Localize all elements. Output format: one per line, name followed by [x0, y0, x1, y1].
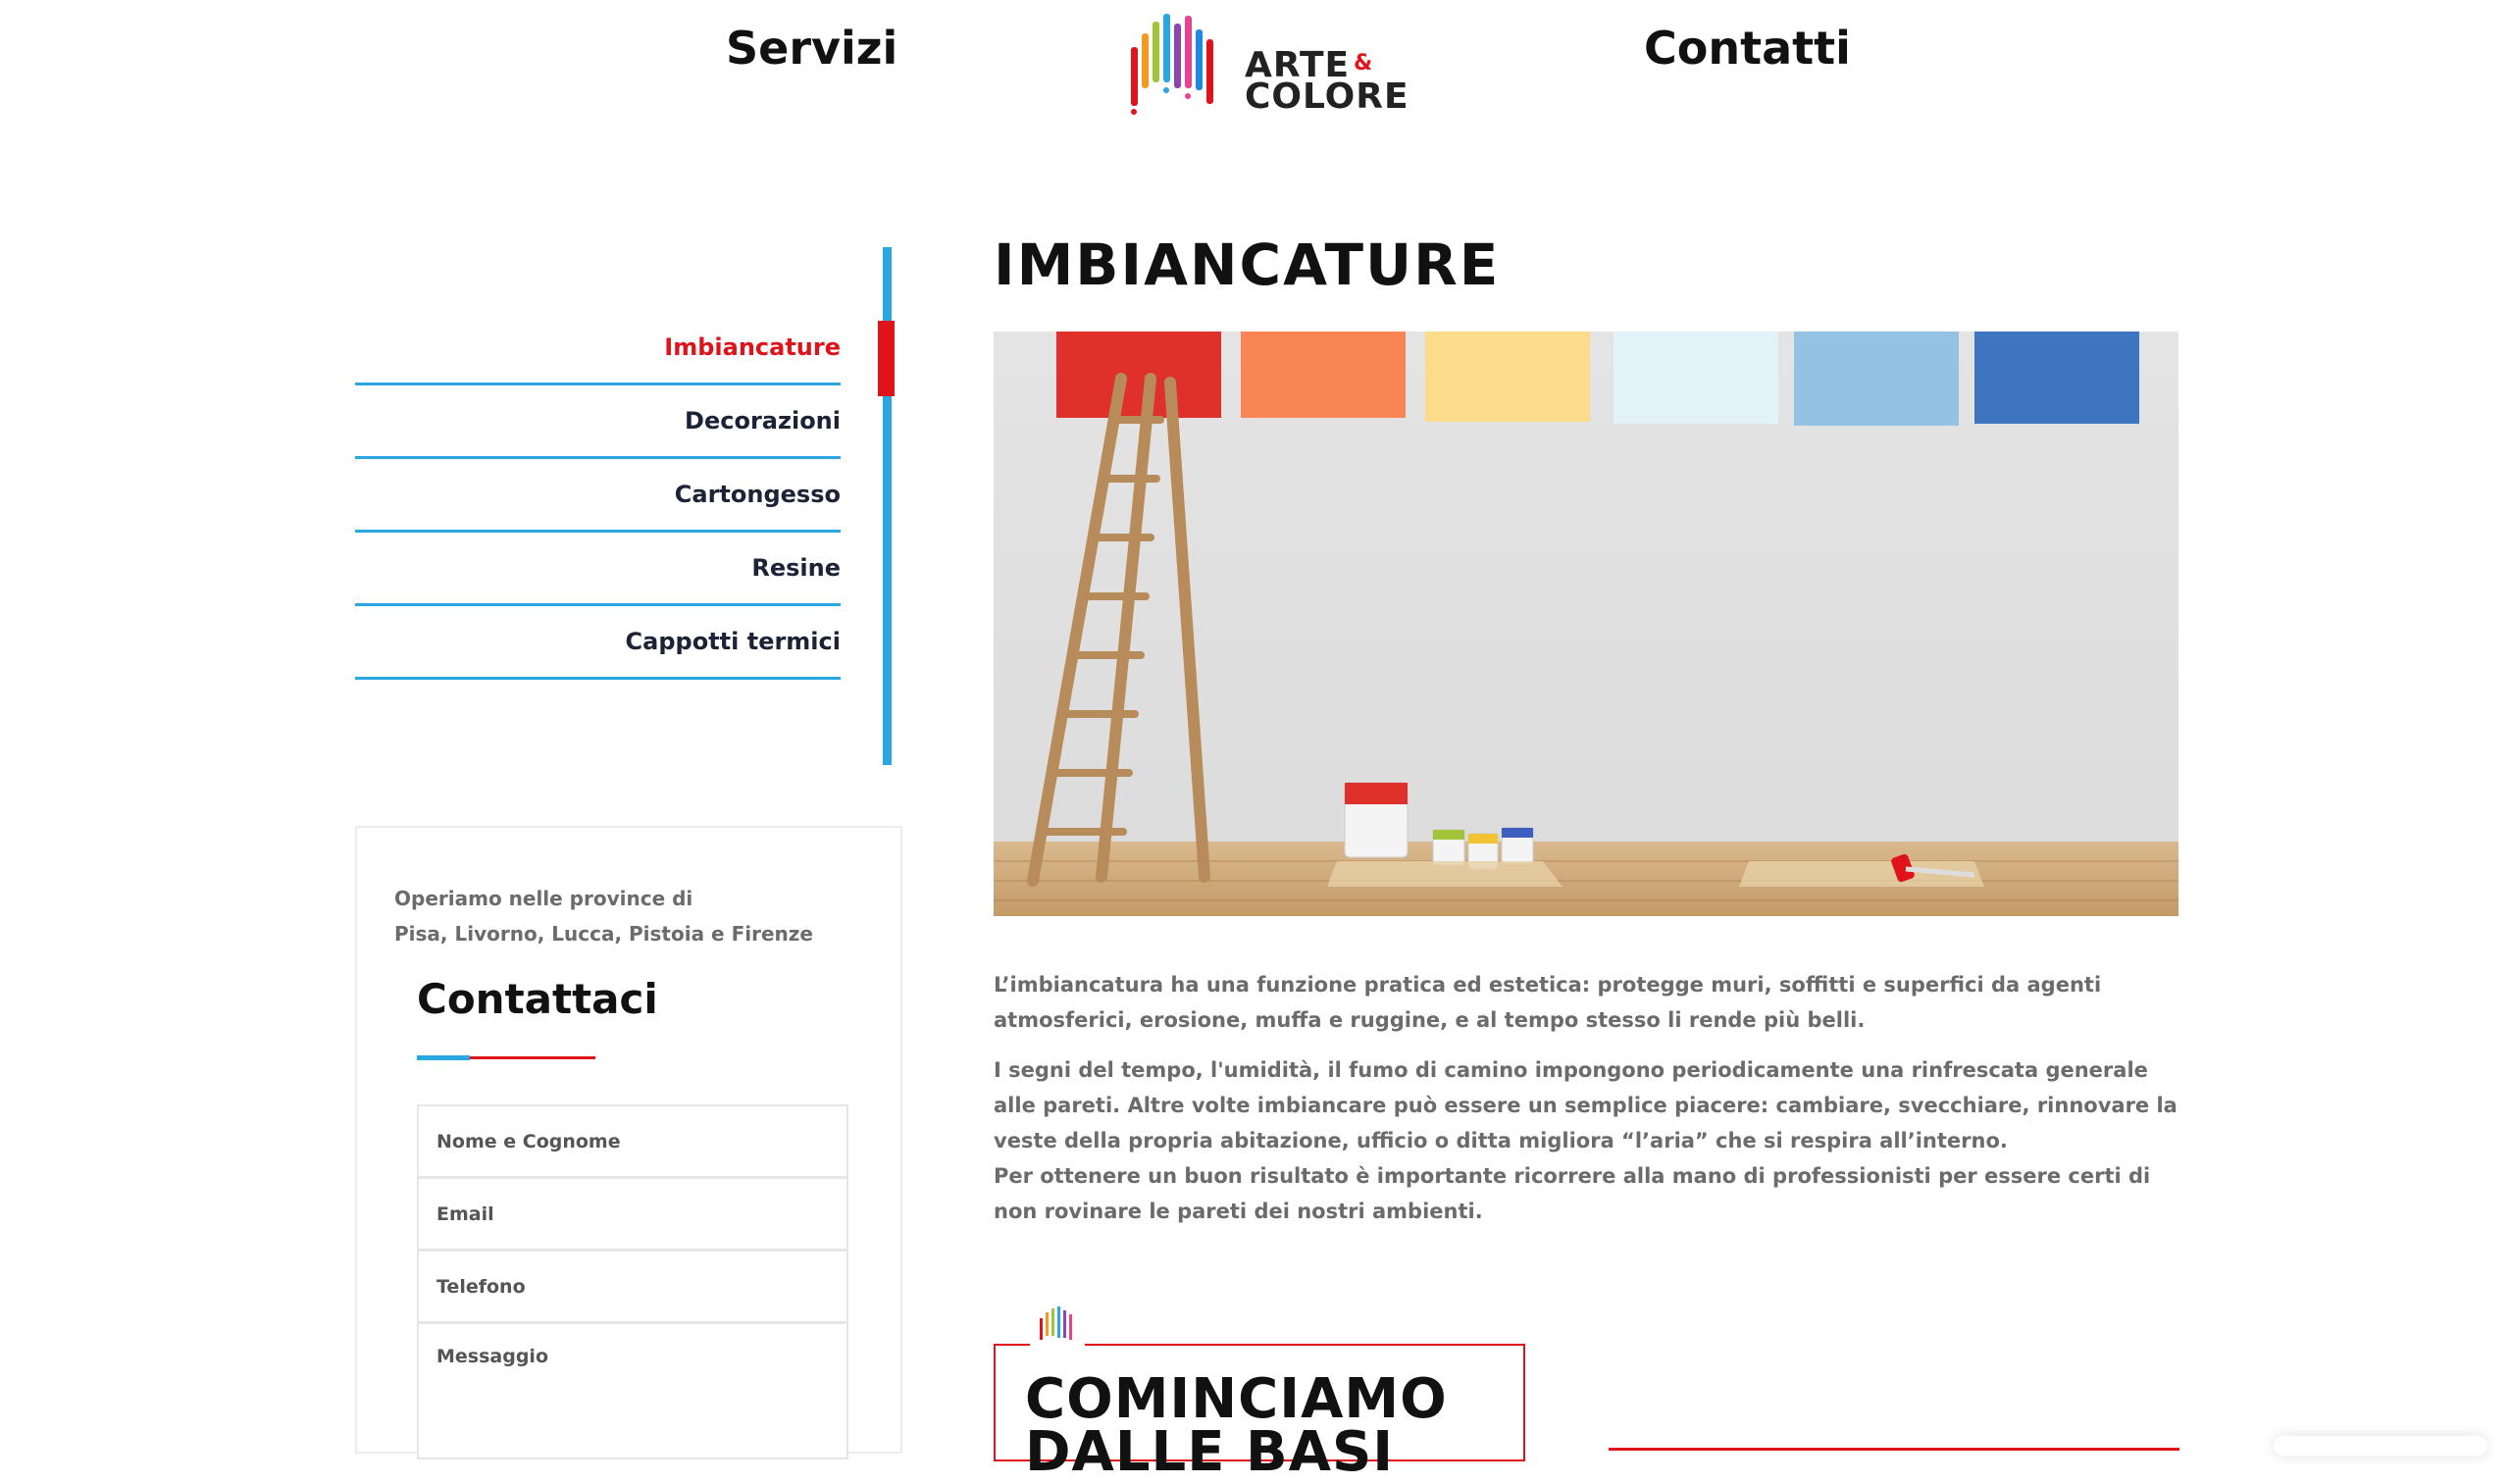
sidebar-item-cappotti-termici[interactable]: Cappotti termici — [355, 606, 841, 680]
name-field[interactable] — [417, 1104, 848, 1178]
floating-widget[interactable] — [2274, 1436, 2487, 1456]
contact-title: Contattaci — [417, 975, 658, 1023]
basics-card-title: COMINCIAMO DALLE BASI — [1025, 1367, 1448, 1484]
nav-servizi-link[interactable]: Servizi — [726, 22, 898, 75]
page-title: IMBIANCATURE — [994, 231, 1501, 298]
sidebar-item-cartongesso[interactable]: Cartongesso — [355, 459, 841, 533]
intro-paragraph: L’imbiancatura ha una funzione pratica ed estetica: protegge muri, soffitti e superfici da agenti atmosferici, erosione, muffa e ruggine, e al tempo stesso li rende più belli. — [994, 973, 2102, 1032]
sidebar-active-indicator — [878, 321, 895, 396]
logo-text-amp: & — [1354, 51, 1373, 76]
provinces-line-1: Operiamo nelle province di — [394, 887, 693, 910]
swatch-red — [1056, 332, 1221, 418]
sidebar-item-decorazioni[interactable]: Decorazioni — [355, 385, 841, 459]
provinces-line-2: Pisa, Livorno, Lucca, Pistoia e Firenze — [394, 922, 813, 946]
swatch-light-blue — [1614, 332, 1778, 424]
nav-contatti-link[interactable]: Contatti — [1644, 22, 1851, 75]
swatch-orange — [1241, 332, 1406, 418]
phone-field[interactable] — [417, 1250, 848, 1323]
email-field[interactable] — [417, 1177, 848, 1251]
logo-stripes-icon — [1123, 10, 1237, 116]
logo-text-colore: COLORE — [1245, 77, 1409, 117]
hero-image — [994, 332, 2178, 916]
contact-title-underline-red — [470, 1056, 595, 1059]
sidebar-item-resine[interactable]: Resine — [355, 533, 841, 606]
sidebar-menu — [355, 312, 841, 680]
sidebar-item-imbiancature[interactable]: Imbiancature — [355, 312, 841, 385]
logo-text-arte: ARTE — [1245, 45, 1351, 85]
message-field[interactable] — [417, 1322, 848, 1459]
logo-stripes-small-icon — [1030, 1305, 1085, 1348]
swatch-blue — [1794, 332, 1959, 426]
detail-paragraph-part-1: I segni del tempo, l'umidità, il fumo di camino impongono periodicamente una rinfrescata generale alle pareti. Altre volte imbiancare può essere un semplice piacere: cambiare, svecchiare, rinnovare la veste della propria abitazione, ufficio o ditta migliora “l’aria” che si respira all’interno. — [994, 1058, 2178, 1152]
provinces-text — [394, 881, 846, 951]
detail-paragraph-part-2: Per ottenere un buon risultato è importante ricorrere alla mano di professionisti per essere certi di non rovinare le pareti dei nostri ambienti. — [994, 1164, 2151, 1223]
site-logo[interactable] — [1123, 10, 1417, 116]
detail-paragraph — [994, 1052, 2185, 1229]
hero-illustration — [994, 332, 2178, 916]
swatch-yellow — [1425, 332, 1590, 422]
swatch-dark-blue — [1974, 332, 2139, 424]
right-card-border — [1609, 1448, 2179, 1451]
contact-title-underline-blue — [417, 1055, 470, 1060]
